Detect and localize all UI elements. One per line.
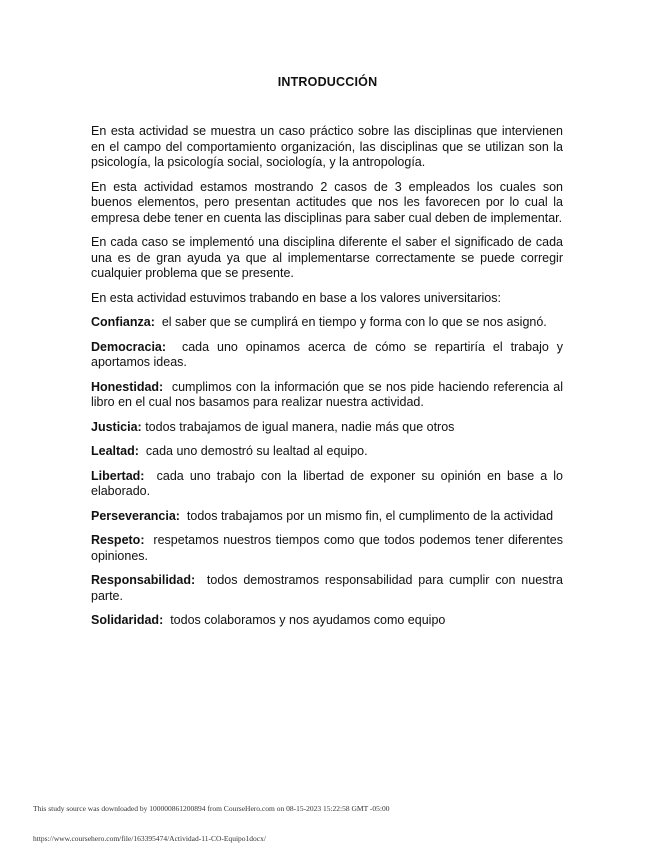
- value-description: cumplimos con la información que se nos pide haciendo referencia al libro en el cual nos basamos para realizar nuestra actividad.: [91, 379, 563, 409]
- value-description: todos demostramos responsabilidad para cumplir con nuestra parte.: [91, 573, 563, 603]
- source-url[interactable]: https://www.coursehero.com/file/163395474/Actividad-11-CO-Equipo1docx/: [33, 834, 266, 843]
- value-term: Responsabilidad:: [91, 573, 196, 587]
- value-item-justicia: [91, 420, 563, 436]
- document-body: [91, 124, 563, 638]
- value-term: Perseverancia:: [91, 508, 180, 523]
- download-notice: This study source was downloaded by 100000861200894 from CourseHero.com on 08-15-2023 15:22:58 GMT -05:00: [33, 804, 390, 813]
- value-description: cada uno opinamos acerca de cómo se repartiría el trabajo y aportamos ideas.: [91, 339, 563, 369]
- value-term: Justicia:: [91, 419, 142, 434]
- value-item-respeto: [91, 533, 563, 564]
- value-description: todos trabajamos de igual manera, nadie más que otros: [145, 419, 455, 434]
- intro-paragraph: En cada caso se implementó una disciplina diferente el saber el significado de cada una es de gran ayuda ya que al implementarse correctamente se puede corregir cualquier problema que se presente.: [91, 235, 563, 280]
- value-term: Democracia:: [91, 339, 167, 354]
- value-item-honestidad: [91, 380, 563, 411]
- value-description: todos trabajamos por un mismo fin, el cumplimento de la actividad: [186, 508, 554, 523]
- intro-paragraph: En esta actividad estuvimos trabando en base a los valores universitarios:: [91, 290, 501, 305]
- value-item-perseverancia: [91, 509, 563, 525]
- value-description: cada uno demostró su lealtad al equipo.: [145, 444, 368, 458]
- intro-paragraph: En esta actividad se muestra un caso práctico sobre las disciplinas que intervienen en el campo del comportamiento organización, las disciplinas que se utilizan son la psicología, la psicología social, sociología, y la antropología.: [91, 124, 563, 169]
- value-description: respetamos nuestros tiempos como que todos podemos tener diferentes opiniones.: [91, 533, 563, 563]
- value-item-libertad: [91, 469, 563, 500]
- value-term: Confianza:: [91, 315, 155, 329]
- value-term: Respeto:: [91, 533, 145, 547]
- value-term: Honestidad:: [91, 379, 164, 394]
- value-item-solidaridad: [91, 613, 563, 629]
- value-item-democracia: [91, 340, 563, 371]
- value-term: Solidaridad:: [91, 613, 164, 627]
- value-description: todos colaboramos y nos ayudamos como equipo: [170, 613, 446, 627]
- value-item-confianza: [91, 315, 563, 331]
- value-description: el saber que se cumplirá en tiempo y forma con lo que se nos asignó.: [161, 315, 547, 329]
- value-term: Libertad:: [91, 468, 145, 483]
- value-term: Lealtad:: [91, 444, 139, 458]
- intro-paragraph: En esta actividad estamos mostrando 2 casos de 3 empleados los cuales son buenos elementos, pero presentan actitudes que nos les favorecen por lo cual la empresa debe tener en cuenta las disciplinas para saber cual deben de implementar.: [91, 179, 563, 225]
- page-title: INTRODUCCIÓN: [277, 75, 378, 89]
- value-item-lealtad: [91, 444, 563, 460]
- value-description: cada uno trabajo con la libertad de exponer su opinión en base a lo elaborado.: [91, 468, 563, 498]
- value-item-responsabilidad: [91, 573, 563, 604]
